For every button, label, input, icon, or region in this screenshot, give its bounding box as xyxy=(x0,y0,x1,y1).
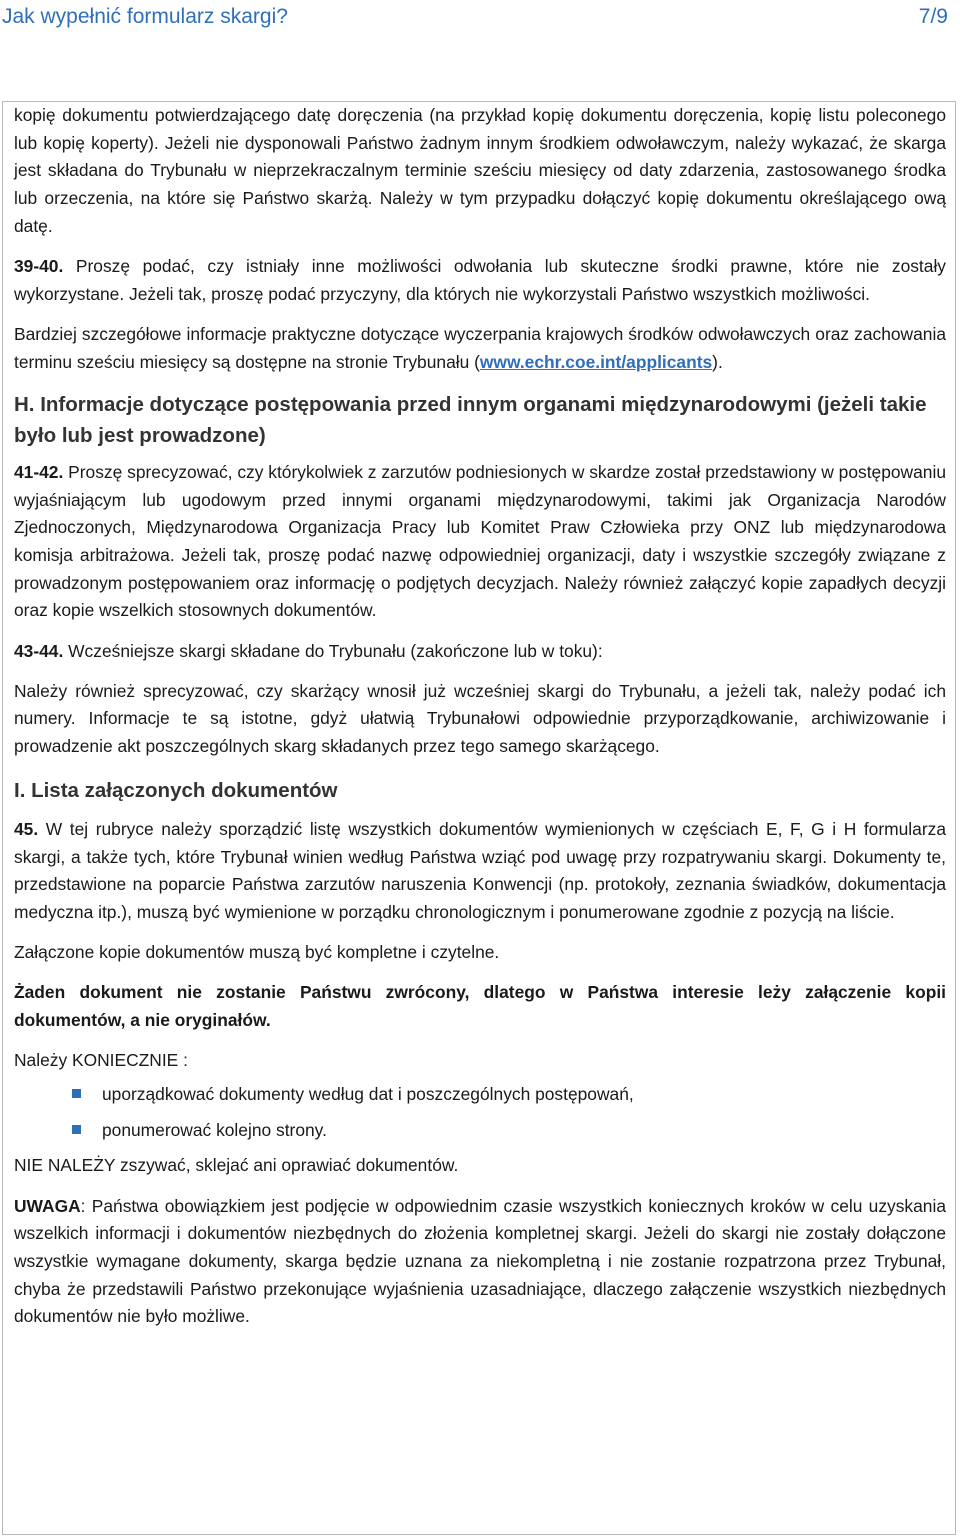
requirements-list xyxy=(14,1081,946,1144)
square-bullet-icon xyxy=(72,1089,81,1098)
paragraph-more-info: Bardziej szczegółowe informacje praktyczne dotyczące wyczerpania krajowych środków odwoławczych oraz zachowania terminu sześciu miesięcy są dostępne na stronie Trybunału (www.echr.coe.int/applicants). xyxy=(14,323,946,372)
paragraph-39-40: 39-40. Proszę podać, czy istniały inne możliwości odwołania lub skuteczne środki prawne, które nie zostały wykorzystane. Jeżeli tak, proszę podać przyczyny, dla których nie wykorzystali Państwo wszystkich możliwości. xyxy=(14,256,946,304)
list-item: ponumerować kolejno strony. xyxy=(14,1117,946,1145)
paragraph-41-42: 41-42. Proszę sprecyzować, czy którykolwiek z zarzutów podniesionych w skardze został przedstawiony w postępowaniu wyjaśniającym lub ugodowym przed innymi organami międzynarodowymi, takimi jak Organizacja Narodów Zjednoczonych, Międzynarodowa Organizacja Pracy lub Komitet Praw Człowieka przy ONZ lub międzynarodowa komisja arbitrażowa. Jeżeli tak, proszę podać nazwę odpowiedniej organizacji, daty i wszystkie szczegóły związane z prowadzonym postępowaniem oraz informację o podjętych decyzjach. Należy również załączyć kopie zapadłych decyzji oraz kopie wszelkich stosownych dokumentów. xyxy=(14,461,946,621)
applicants-link[interactable]: www.echr.coe.int/applicants xyxy=(479,351,713,372)
document-body xyxy=(14,102,946,1344)
paragraph-no-return: Żaden dokument nie zostanie Państwu zwrócony, dlatego w Państwa interesie leży załączenie kopii dokumentów, a nie oryginałów. xyxy=(14,982,946,1031)
paragraph-45: 45. W tej rubryce należy sporządzić listę wszystkich dokumentów wymienionych w częściach E, F, G i H formularza skargi, a także tych, które Trybunał winien według Państwa wziąć pod uwagę przy rozpatrywaniu skargi. Dokumenty te, przedstawione na poparcie Państwa zarzutów naruszenia Konwencji (np. protokoły, zeznania świadków, dokumentacja medyczna itp.), muszą być wymienione w porządku chronologicznym i ponumerowane zgodnie z pozycją na liście. xyxy=(14,818,946,922)
section-h-heading: H. Informacje dotyczące postępowania przed innym organami międzynarodowymi (jeżeli takie było lub jest prowadzone) xyxy=(14,392,927,447)
warning-label: UWAGA xyxy=(14,1195,81,1216)
item-number: 45. xyxy=(14,818,39,839)
square-bullet-icon xyxy=(72,1125,81,1134)
paragraph-previous-applications: Należy również sprecyzować, czy skarżący wnosił już wcześniej skargi do Trybunału, a jeżeli tak, należy podać ich numery. Informacje te są istotne, gdyż ułatwią Trybunałowi odpowiednie przyporządkowanie, archiwizowanie i prowadzenie akt poszczególnych skarg składanych przez tego samego skarżącego. xyxy=(14,680,946,757)
paragraph-warning: UWAGA: Państwa obowiązkiem jest podjęcie w odpowiednim czasie wszystkich koniecznych kroków w celu uzyskania wszelkich informacji i dokumentów niezbędnych do złożenia kompletnej skargi. Jeżeli do skargi nie zostały dołączone wszystkie wymagane dokumenty, skarga będzie uznana za niekompletną i nie zostanie rozpatrzona przez Trybunał, chyba że przedstawili Państwo przekonujące wyjaśnienia uzasadniające, dlaczego załączenie wszystkich niezbędnych dokumentów nie było możliwe. xyxy=(14,1195,946,1327)
list-item: uporządkować dokumenty według dat i poszczególnych postępowań, xyxy=(14,1081,946,1109)
item-number: 41-42. xyxy=(14,461,64,482)
item-number: 39-40. xyxy=(14,256,64,277)
section-i-heading: I. Lista załączonych dokumentów xyxy=(14,778,338,802)
page-header xyxy=(0,0,960,40)
item-number: 43-44. xyxy=(14,640,64,661)
paragraph-43-44: 43-44. Wcześniejsze skargi składane do Trybunału (zakończone lub w toku): xyxy=(14,640,603,661)
paragraph-must: Należy KONIECZNIE : xyxy=(14,1050,188,1071)
paragraph-copies-complete: Załączone kopie dokumentów muszą być kompletne i czytelne. xyxy=(14,942,500,963)
paragraph-date-proof: kopię dokumentu potwierdzającego datę doręczenia (na przykład kopię dokumentu doręczenia, kopię listu poleconego lub kopię koperty). Jeżeli nie dysponowali Państwo żadnym innym środkiem odwoławczym, należy wykazać, że skarga jest składana do Trybunału w nieprzekraczalnym terminie sześciu miesięcy od daty zdarzenia, zastosowanego środka lub orzeczenia, na które się Państwo skarżą. Należy w tym przypadku dołączyć kopię dokumentu określającego ową datę. xyxy=(14,105,946,236)
document-title: Jak wypełnić formularz skargi? xyxy=(2,5,288,28)
paragraph-do-not-bind: NIE NALEŻY zszywać, sklejać ani oprawiać dokumentów. xyxy=(14,1155,459,1176)
page-number: 7/9 xyxy=(918,5,948,28)
